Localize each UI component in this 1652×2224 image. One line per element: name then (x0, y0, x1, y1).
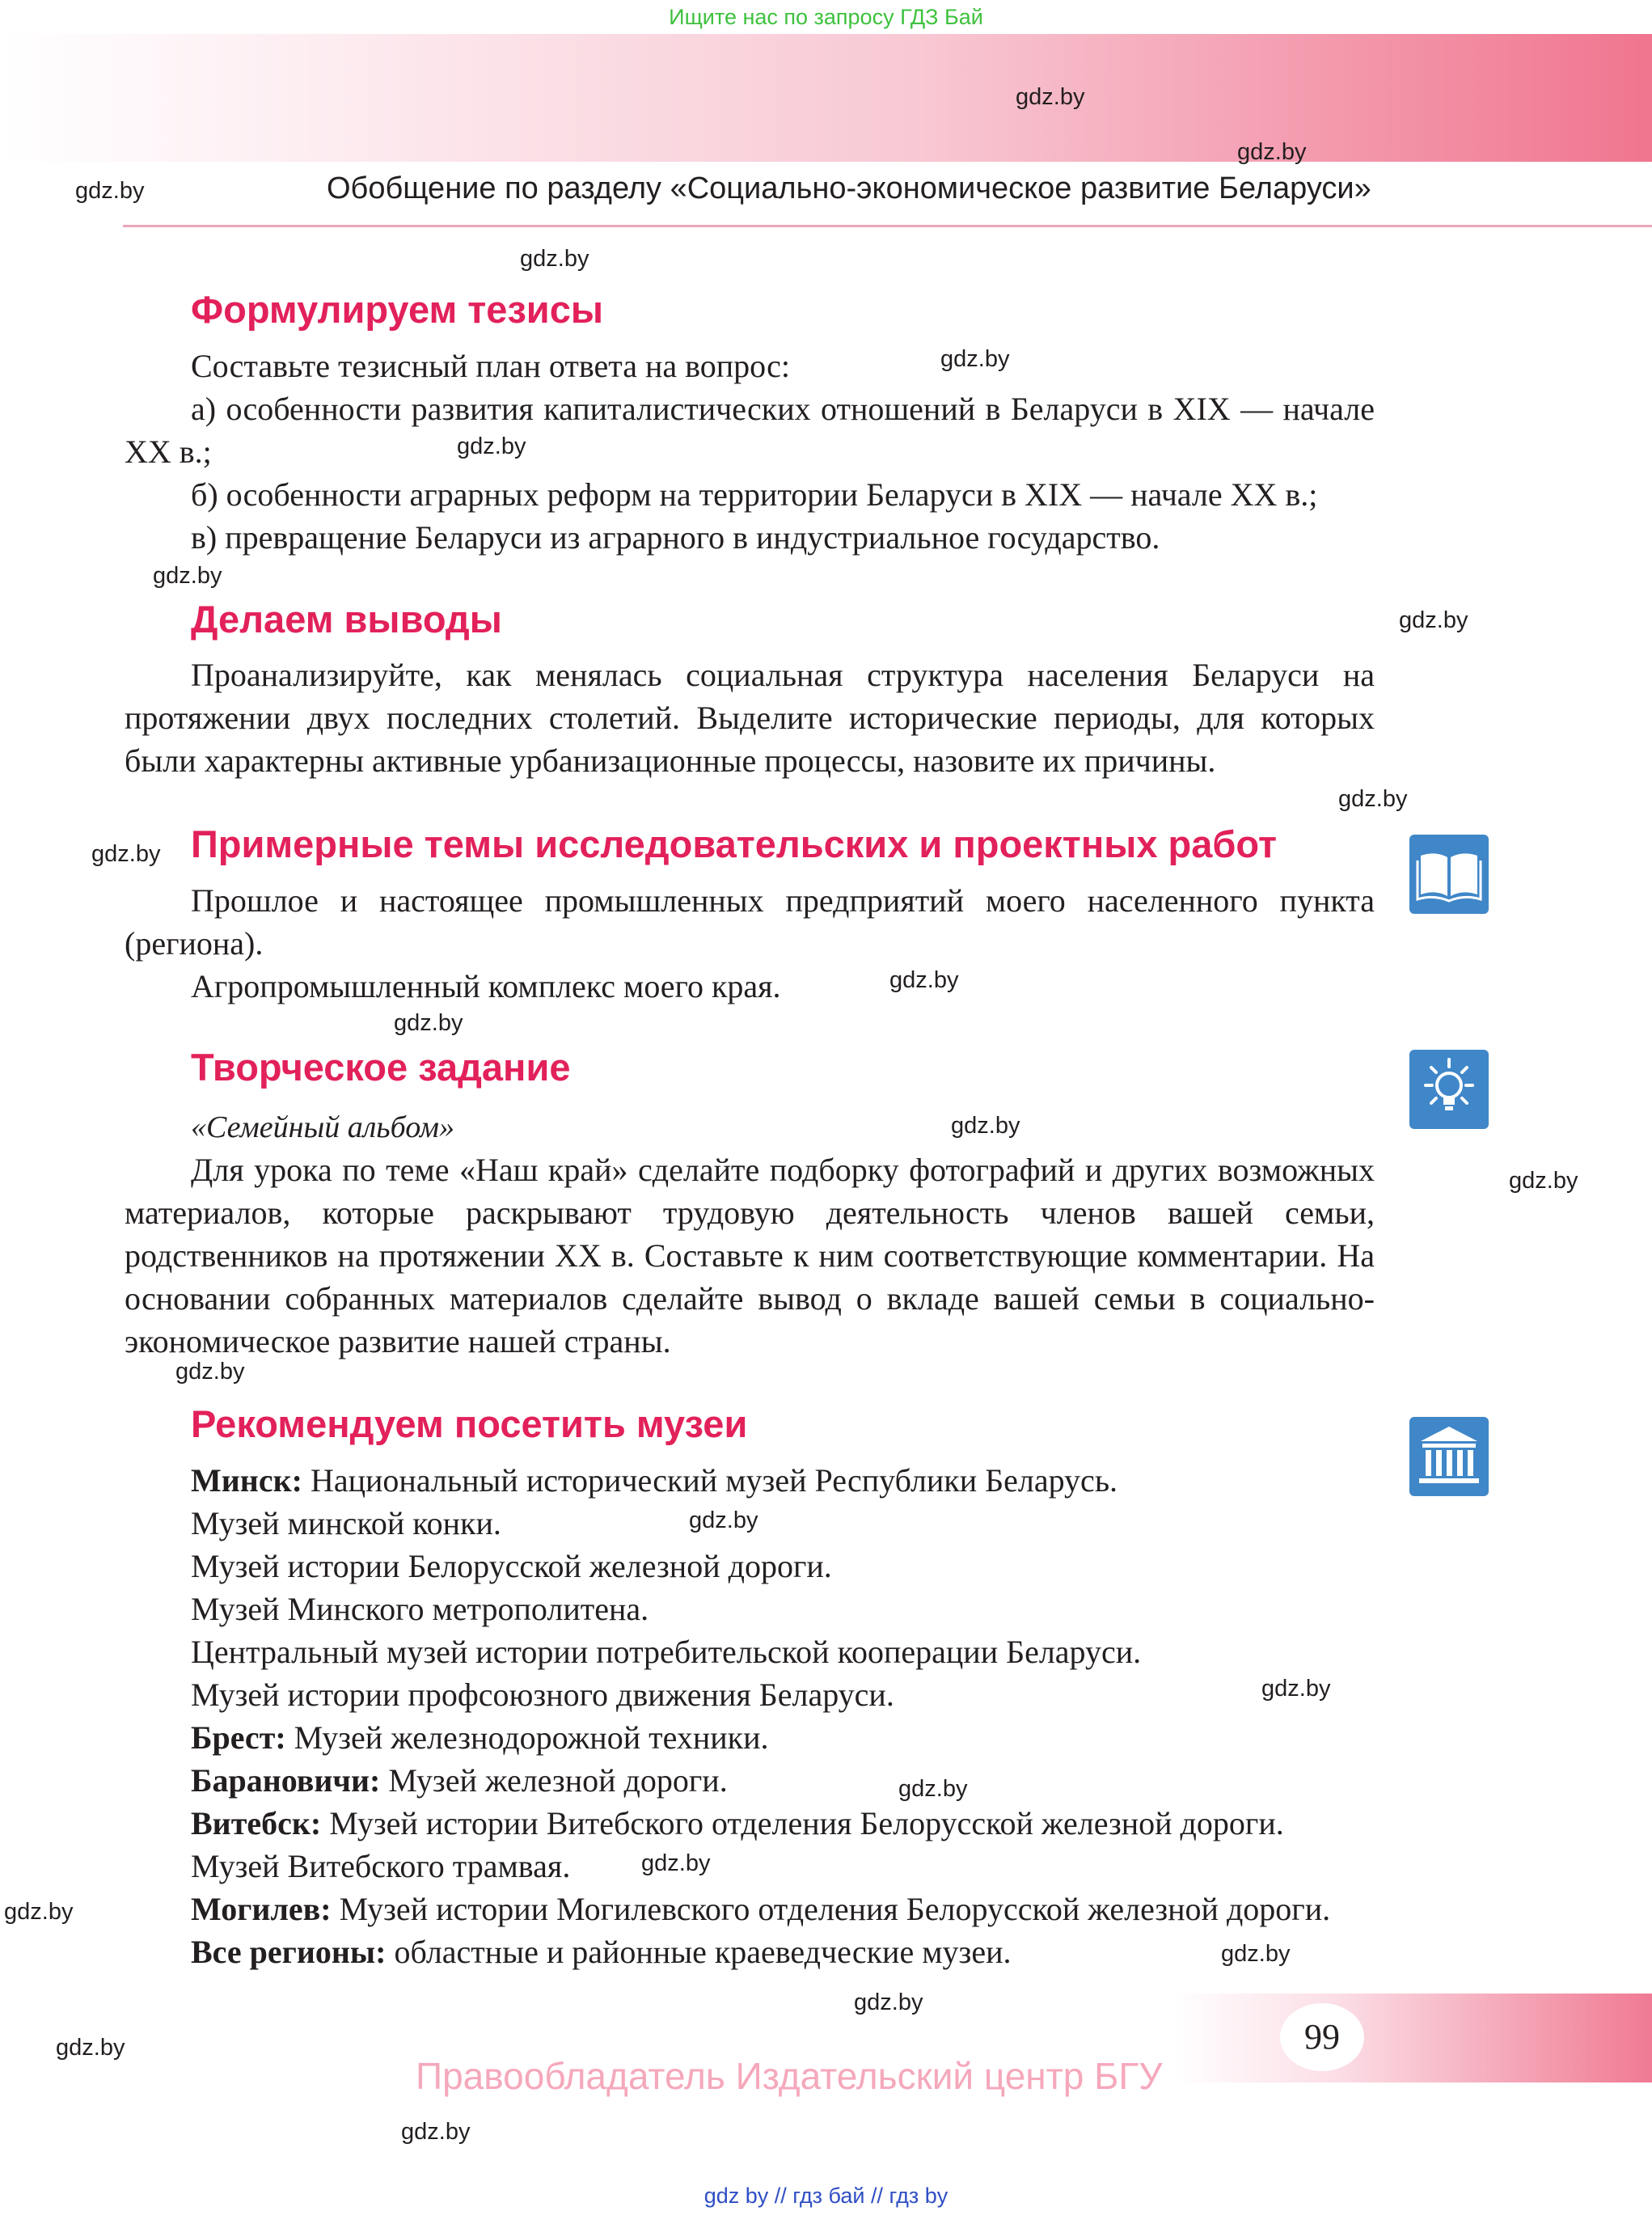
watermark: gdz.by (401, 2119, 471, 2145)
watermark: gdz.by (1261, 1676, 1331, 1702)
header-title: Обобщение по разделу «Социально-экономическое развитие Беларуси» (327, 171, 1371, 205)
page-number: 99 (1280, 2003, 1364, 2071)
watermark: gdz.by (1237, 139, 1307, 165)
museum-line (191, 1502, 501, 1545)
watermark: gdz.by (940, 346, 1010, 372)
section-heading-conclusions: Делаем выводы (191, 598, 502, 641)
museum-city: Все регионы: (191, 1934, 387, 1970)
watermark: gdz.by (641, 1850, 711, 1876)
museum-line (191, 1888, 1330, 1930)
museum-city: Могилев: (191, 1891, 332, 1927)
museum-text: Музей железнодорожной техники. (285, 1719, 769, 1756)
museum-text: Музей минской конки. (191, 1505, 501, 1541)
conclusions-block (125, 653, 1375, 782)
theses-intro: Составьте тезисный план ответа на вопрос: (191, 348, 791, 384)
top-banner: Ищите нас по запросу ГДЗ Бай (669, 5, 983, 29)
watermark: gdz.by (56, 2035, 125, 2061)
museum-line (191, 1630, 1141, 1673)
theses-block (125, 345, 1375, 559)
museum-line (191, 1545, 832, 1588)
header-divider (123, 225, 1652, 227)
watermark: gdz.by (854, 1989, 923, 2015)
watermark: gdz.by (889, 967, 959, 993)
museum-city: Барановичи: (191, 1762, 381, 1799)
watermark: gdz.by (394, 1010, 463, 1036)
watermark: gdz.by (1509, 1168, 1578, 1194)
creative-task-text: Для урока по теме «Наш край» сделайте подборку фотографий и других возможных материалов, которые раскрывают трудовую деятельность членов вашей семьи, родственников на протяжении XX в. Составьте к ним соответствующие комментарии. На основании собранных материалов сделайте вывод о вкладе вашей семьи в социально-экономическое развитие нашей страны. (125, 1152, 1375, 1359)
watermark: gdz.by (520, 246, 589, 272)
creative-task-block (125, 1148, 1375, 1363)
creative-task-subtitle: «Семейный альбом» (191, 1110, 455, 1144)
watermark: gdz.by (898, 1776, 968, 1802)
watermark: gdz.by (1338, 786, 1408, 812)
watermark: gdz.by (1399, 607, 1468, 633)
research-topic-2: Агропромышленный комплекс моего края. (191, 968, 781, 1004)
museum-line (191, 1759, 728, 1802)
theses-item-a: а) особенности развития капиталистических отношений в Беларуси в XIX — начале XX в.; (125, 391, 1375, 470)
watermark: gdz.by (457, 433, 526, 459)
museum-text: Музей Минского метрополитена. (191, 1591, 649, 1627)
museum-text: областные и районные краеведческие музеи. (386, 1934, 1012, 1970)
watermark: gdz.by (175, 1359, 245, 1385)
lightbulb-icon (1409, 1050, 1489, 1129)
watermark: gdz.by (4, 1899, 74, 1925)
museum-line (191, 1930, 1012, 1973)
watermark: gdz.by (689, 1507, 758, 1533)
museum-line (191, 1845, 570, 1888)
museum-text: Музей железной дороги. (380, 1762, 728, 1799)
section-heading-theses: Формулируем тезисы (191, 288, 603, 331)
research-topics-block (125, 879, 1375, 1008)
museum-city: Брест: (191, 1719, 286, 1756)
museum-text: Музей истории Могилевского отделения Белорусской железной дороги. (331, 1891, 1331, 1927)
watermark: gdz.by (951, 1113, 1020, 1139)
museum-text: Музей Витебского трамвая. (191, 1848, 571, 1884)
bottom-links[interactable]: gdz by // гдз бай // гдз by (703, 2184, 949, 2208)
theses-item-c: в) превращение Беларуси из аграрного в индустриальное государство. (191, 519, 1160, 556)
research-topic-1: Прошлое и настоящее промышленных предприятий моего населенного пункта (региона). (125, 882, 1375, 962)
museum-text: Музей истории Витебского отделения Белорусской железной дороги. (321, 1805, 1284, 1841)
museum-line (191, 1588, 649, 1630)
museum-text: Музей истории Белорусской железной дороги. (191, 1548, 832, 1584)
museum-line (191, 1716, 768, 1759)
footer-band (1172, 1994, 1652, 2082)
watermark: gdz.by (75, 178, 145, 204)
museum-city: Витебск: (191, 1805, 322, 1841)
museum-text: Музей истории профсоюзного движения Беларуси. (191, 1676, 894, 1713)
watermark: gdz.by (1221, 1941, 1291, 1967)
watermark: gdz.by (153, 563, 222, 589)
museum-text: Центральный музей истории потребительской кооперации Беларуси. (191, 1634, 1142, 1670)
museum-text: Национальный исторический музей Республики Беларусь. (302, 1462, 1118, 1499)
section-heading-creative-task: Творческое задание (191, 1046, 571, 1089)
museum-line (191, 1459, 1118, 1502)
section-heading-museums: Рекомендуем посетить музеи (191, 1402, 748, 1445)
museum-icon (1409, 1417, 1489, 1496)
museum-line (191, 1802, 1284, 1845)
section-heading-research-topics: Примерные темы исследовательских и проектных работ (191, 822, 1277, 865)
watermark: gdz.by (1016, 84, 1085, 110)
book-icon (1409, 835, 1489, 914)
museum-line (191, 1673, 894, 1716)
theses-item-b: б) особенности аграрных реформ на территории Беларуси в XIX — начале XX в.; (191, 476, 1318, 513)
museum-city: Минск: (191, 1462, 302, 1499)
header-band (0, 34, 1652, 162)
rights-holder: Правообладатель Издательский центр БГУ (416, 2055, 1163, 2097)
watermark: gdz.by (91, 841, 161, 867)
conclusions-text: Проанализируйте, как менялась социальная структура населения Беларуси на протяжении двух последних столетий. Выделите исторические периоды, для которых были характерны активные урбанизационные процессы, назовите их причины. (125, 657, 1375, 779)
